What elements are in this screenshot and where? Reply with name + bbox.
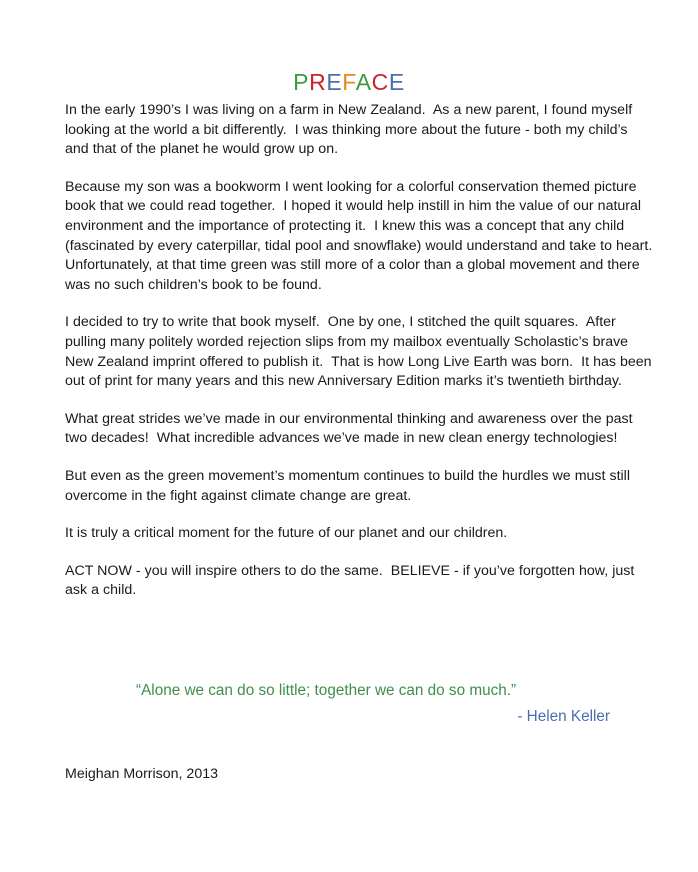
paragraph-5: But even as the green movement’s momentum continues to build the hurdles we must still overcome in the fight against climate change are great. [65,467,635,504]
paragraph-6: It is truly a critical moment for the future of our planet and our children. [65,525,508,542]
quote-text: “Alone we can do so little; together we can do so much.” [136,682,517,699]
title-letter-5: C [371,69,389,96]
page-title [0,69,698,95]
title-letter-4: A [355,69,372,96]
paragraph-1: In the early 1990’s I was living on a farm in New Zealand. As a new parent, I found myself looking at the world a bit differently. I was thinking more about the future - both my child’s and that of the planet he would grow up on. [65,102,637,158]
title-letter-0: P [293,69,310,96]
paragraph-4: What great strides we’ve made in our environmental thinking and awareness over the past two decades! What incredible advances we’ve made in new clean energy technologies! [65,410,637,447]
title-letter-3: F [342,69,356,96]
body-text-block [65,101,661,601]
quote-attribution: - Helen Keller [517,708,610,725]
title-letter-2: E [326,69,343,96]
paragraph-2: Because my son was a bookworm I went looking for a colorful conservation themed picture book that we could read together. I hoped it would help instill in him the value of our natural environment and the importance of protecting it. I knew this was a concept that any child (fascinated by every caterpillar, tidal pool and snowflake) would understand and take to heart. Unfortunately, at that time green was still more of a color than a global movement and there was no such children’s book to be found. [65,178,661,293]
title-letter-6: E [388,69,405,96]
title-letter-1: R [309,69,327,96]
author-signature: Meighan Morrison, 2013 [65,766,218,782]
paragraph-7: ACT NOW - you will inspire others to do the same. BELIEVE - if you’ve forgotten how, just ask a child. [65,562,639,599]
paragraph-3: I decided to try to write that book myself. One by one, I stitched the quilt squares. After pulling many politely worded rejection slips from my mailbox eventually Scholastic’s brave New Zealand imprint offered to publish it. That is how Long Live Earth was born. It has been out of print for many years and this new Anniversary Edition marks it’s twentieth birthday. [65,314,656,390]
quote-block [65,680,655,727]
